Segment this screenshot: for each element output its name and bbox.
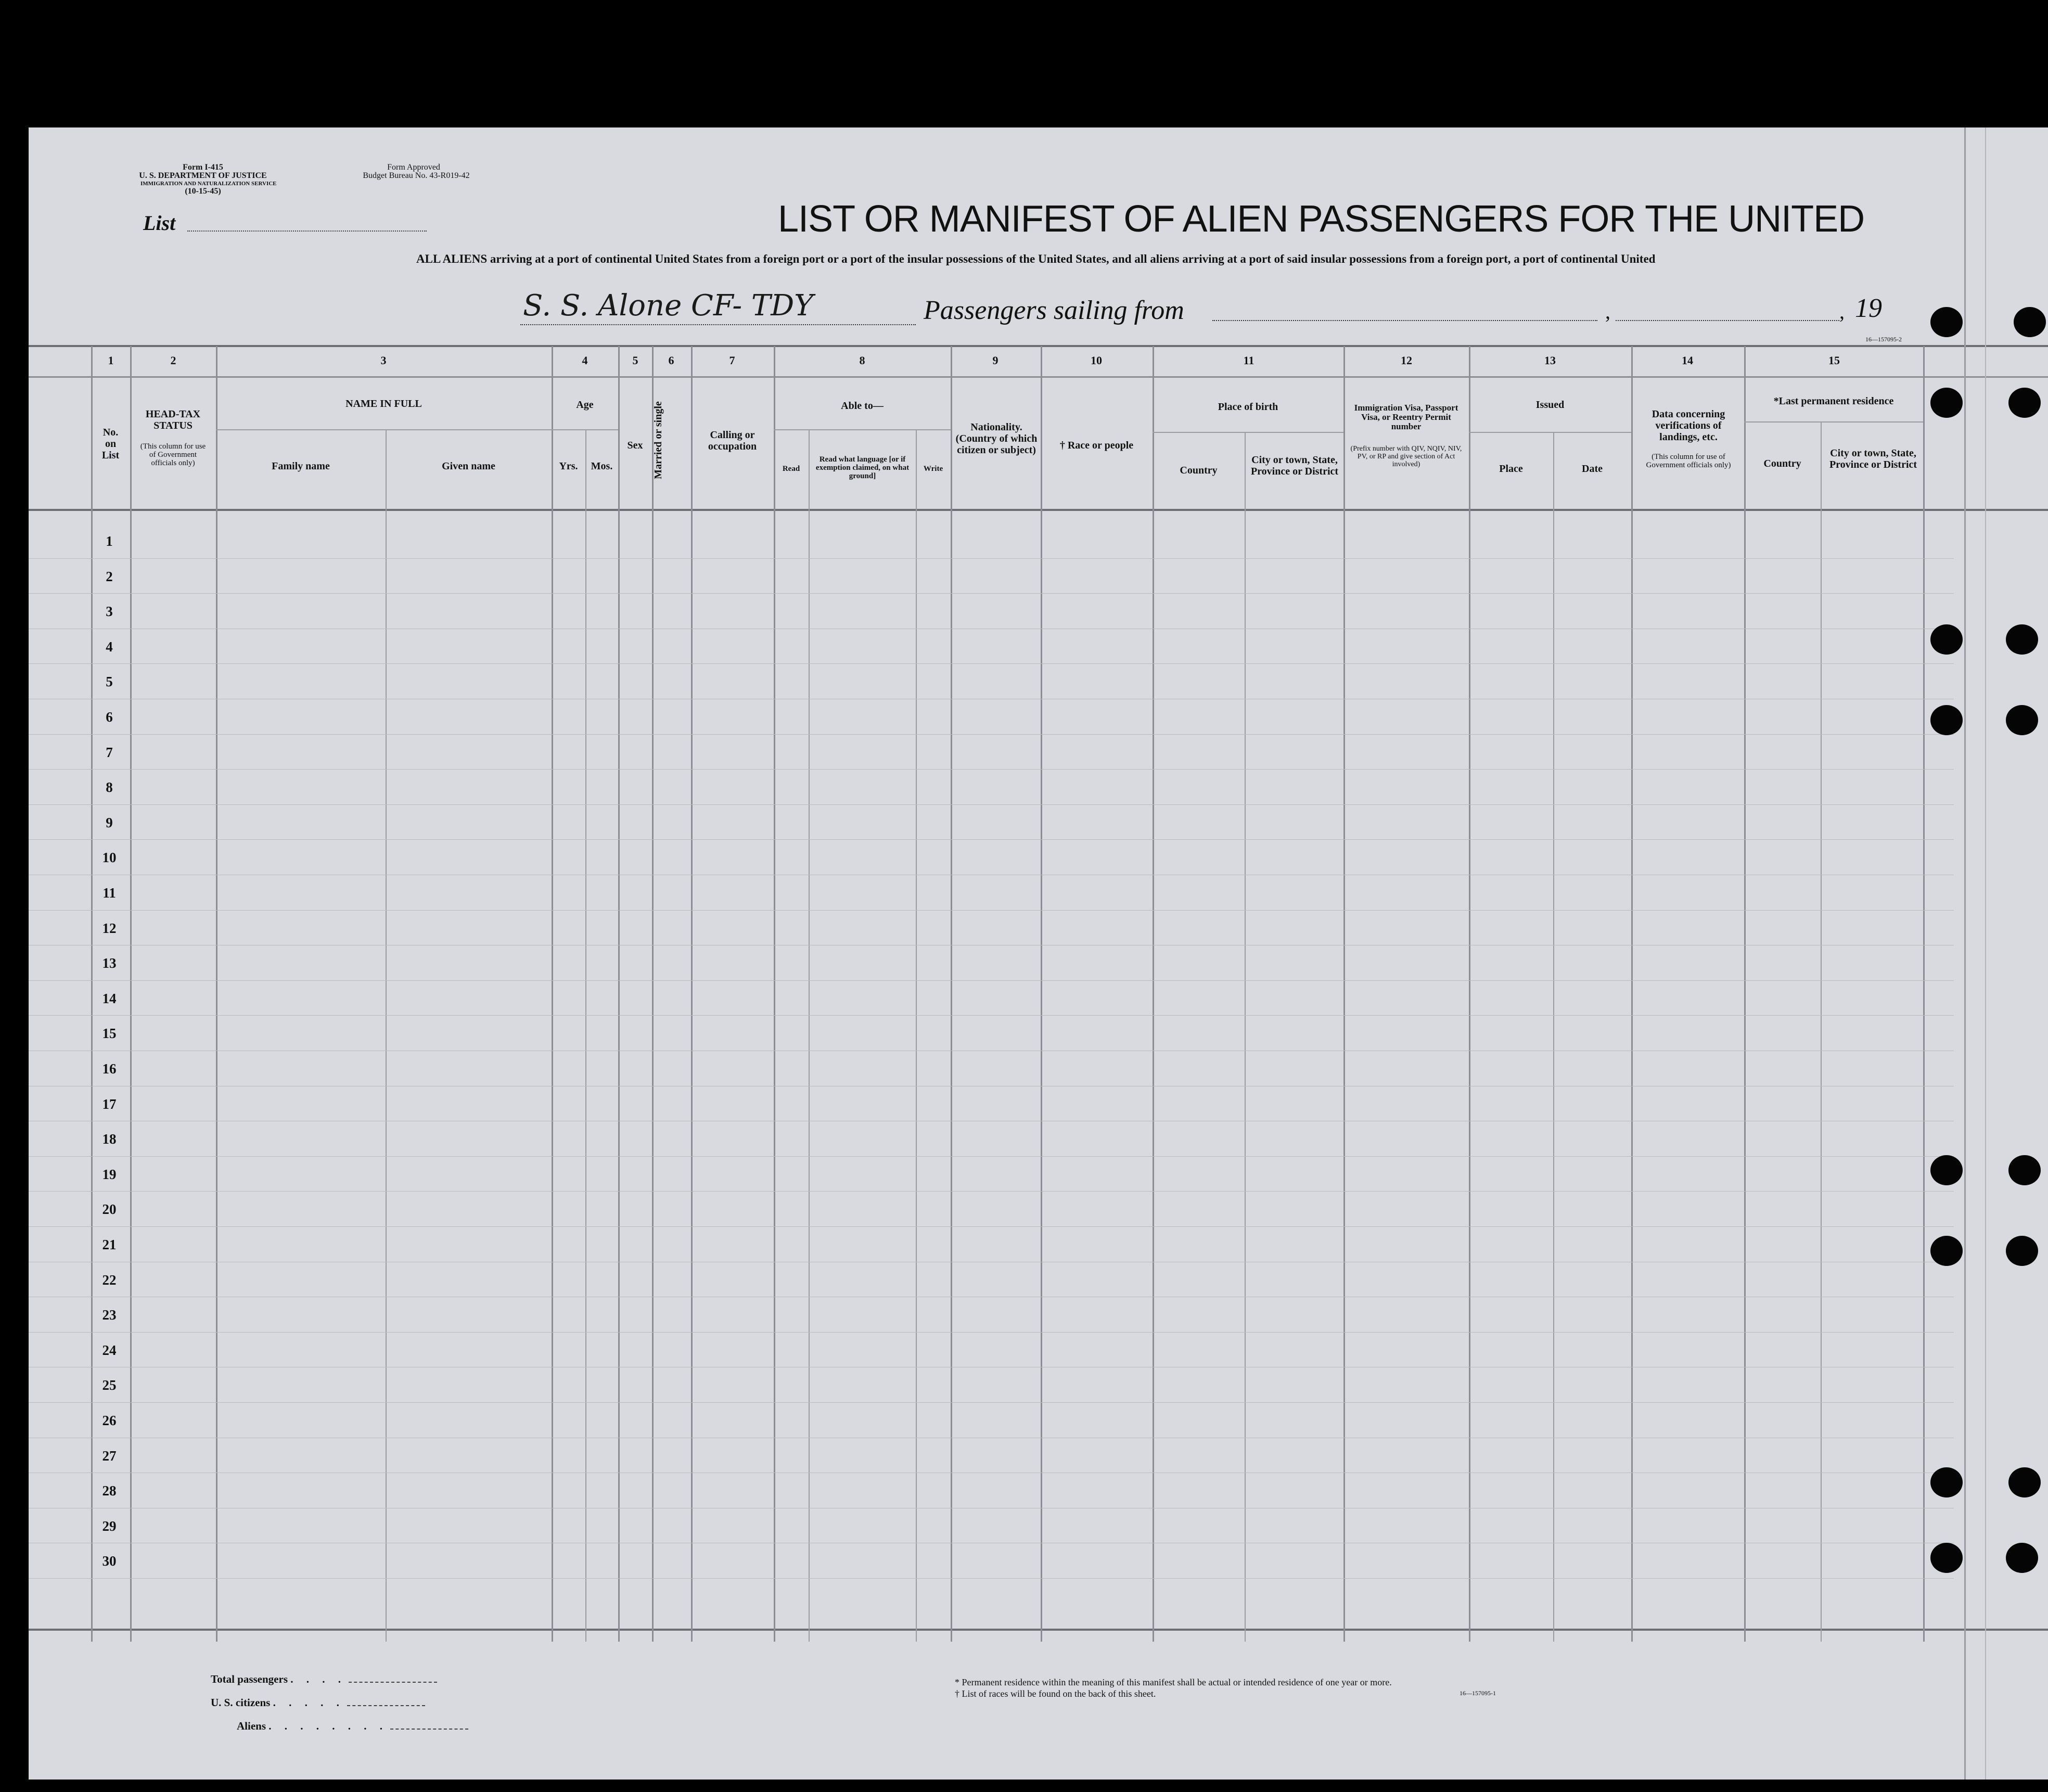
col-num-1: 1 — [108, 354, 114, 367]
row-number: 23 — [102, 1307, 117, 1323]
hdr-family-name: Family name — [272, 460, 330, 472]
row-number: 1 — [106, 533, 113, 549]
col-rule — [585, 429, 586, 1642]
hdr-name-in-full: NAME IN FULL — [345, 398, 422, 409]
hdr-no-on-list — [94, 427, 127, 461]
row-number: 24 — [102, 1342, 117, 1358]
hdr-calling: Calling or occupation — [708, 429, 757, 452]
sailing-date-field[interactable] — [1616, 320, 1839, 321]
row-line — [29, 593, 1954, 594]
budget-bureau: Budget Bureau No. 43-R019-42 — [363, 171, 470, 180]
page-fold-line — [1985, 127, 1986, 1780]
row-line — [29, 769, 1954, 770]
punch-hole — [1930, 1155, 1963, 1185]
footer-total: Total passengers . . . . — [211, 1673, 437, 1686]
service: IMMIGRATION AND NATURALIZATION SERVICE — [140, 181, 277, 187]
form-number: Form I-415 — [183, 163, 223, 172]
row-number: 25 — [102, 1377, 117, 1393]
col-num-8: 8 — [859, 354, 865, 367]
hdr-residence-city: City or town, State, Province or District — [1829, 447, 1917, 470]
hdr-birth-city: City or town, State, Province or District — [1250, 454, 1339, 477]
row-number: 11 — [103, 885, 116, 901]
punch-hole — [1930, 1236, 1963, 1266]
row-line — [29, 980, 1954, 981]
col-rule — [1923, 346, 1925, 1642]
row-number: 2 — [106, 568, 113, 584]
footer-citizens-label: U. S. citizens — [211, 1696, 271, 1709]
sailing-label: Passengers sailing from — [924, 296, 1184, 325]
row-number: 4 — [106, 638, 113, 655]
row-number: 16 — [102, 1061, 117, 1077]
col-num-11: 11 — [1243, 354, 1255, 367]
row-number: 21 — [102, 1237, 117, 1252]
footnote-residence: * Permanent residence within the meaning of this manifest shall be actual or intended residence of one year or more. — [955, 1677, 1392, 1687]
print-code-top: 16—157095-2 — [1865, 336, 1902, 343]
col-rule — [1153, 346, 1154, 1642]
col-rule — [1553, 432, 1554, 1642]
page-fold-line — [1964, 127, 1966, 1780]
total-passengers-field[interactable] — [349, 1682, 437, 1683]
col-num-5: 5 — [632, 354, 638, 367]
col-rule — [1343, 346, 1345, 1642]
col-rule — [1744, 346, 1746, 1642]
hdr-age: Age — [576, 399, 594, 411]
manifest-sheet — [29, 127, 2048, 1780]
row-line — [29, 1015, 1954, 1016]
hdr-read: Read — [782, 465, 800, 473]
col-num-3: 3 — [380, 354, 387, 367]
col-rule — [809, 429, 810, 1642]
hdr-residence-country: Country — [1763, 458, 1801, 469]
row-line — [29, 1332, 1954, 1333]
punch-hole — [1930, 705, 1963, 735]
hdr-last-residence: *Last permanent residence — [1773, 395, 1894, 407]
col-rule — [916, 429, 917, 1642]
footer-aliens-label: Aliens — [237, 1720, 266, 1732]
subhdr-rule — [552, 429, 618, 430]
row-number: 8 — [106, 779, 113, 796]
punch-hole — [2006, 1236, 2038, 1266]
hdr-issued: Issued — [1535, 399, 1565, 411]
punch-hole — [2008, 388, 2041, 418]
subhdr-rule — [216, 429, 552, 430]
page-subtitle: ALL ALIENS arriving at a port of continental United States from a foreign port or a port of the insular possessions of the United States, and all aliens arriving at a port of said insular possessions from a foreign port, a port of continental United — [416, 252, 1656, 265]
footnote-races: † List of races will be found on the back of this sheet. — [955, 1688, 1156, 1699]
row-number: 12 — [102, 920, 117, 936]
hdr-issued-date: Date — [1582, 463, 1603, 475]
row-number: 3 — [106, 604, 113, 620]
footer-citizens: U. S. citizens . . . . . — [211, 1696, 425, 1709]
row-line — [29, 1191, 1954, 1192]
row-line — [29, 910, 1954, 911]
col-num-10: 10 — [1091, 354, 1102, 367]
col-num-7: 7 — [729, 354, 735, 367]
hdr-sex: Sex — [627, 440, 643, 451]
col-num-12: 12 — [1401, 354, 1412, 367]
comma-2: , — [1839, 300, 1845, 323]
us-citizens-field[interactable] — [347, 1705, 425, 1706]
vessel-line — [520, 324, 916, 325]
col-num-15: 15 — [1828, 354, 1840, 367]
row-number: 14 — [102, 990, 117, 1006]
hdr-visa-note: (Prefix number with QIV, NQIV, NIV, PV, or RP and give section of Act involved) — [1350, 445, 1462, 468]
col-rule — [216, 346, 217, 1642]
hdr-list: List — [101, 450, 120, 461]
row-number: 7 — [106, 744, 113, 760]
row-number: 27 — [102, 1448, 117, 1464]
hdr-head-tax: HEAD-TAX STATUS — [145, 408, 201, 431]
col-rule — [691, 346, 693, 1642]
row-number: 28 — [102, 1483, 117, 1499]
row-number: 20 — [102, 1201, 117, 1218]
punch-hole — [2008, 1467, 2041, 1497]
col-num-2: 2 — [170, 354, 176, 367]
row-line — [29, 1578, 1954, 1579]
col-rule — [1469, 346, 1470, 1642]
page-title: LIST OR MANIFEST OF ALIEN PASSENGERS FOR THE UNITED — [778, 198, 1865, 240]
footer-aliens: Aliens . . . . . . . . — [237, 1720, 468, 1733]
hdr-race: † Race or people — [1059, 440, 1134, 451]
year-prefix: 19 — [1855, 293, 1882, 323]
comma-1: , — [1605, 300, 1610, 323]
hdr-on: on — [105, 438, 117, 450]
punch-hole — [2008, 1155, 2041, 1185]
col-rule — [386, 429, 387, 1642]
form-date-code: (10-15-45) — [185, 187, 221, 196]
hdr-verifications: Data concerning verifications of landings, etc. — [1652, 408, 1725, 443]
row-line — [29, 1402, 1954, 1403]
row-number: 19 — [102, 1166, 117, 1182]
punch-hole — [1930, 1543, 1963, 1573]
row-number: 17 — [102, 1096, 117, 1112]
footer-total-label: Total passengers — [211, 1673, 288, 1685]
row-number: 5 — [106, 674, 113, 690]
punch-hole — [1930, 388, 1963, 418]
aliens-field[interactable] — [390, 1729, 468, 1730]
hdr-able-to: Able to— — [841, 400, 884, 412]
hdr-no: No. — [103, 427, 119, 438]
hdr-head-tax-note: (This column for use of Government officials only) — [140, 442, 206, 467]
form-approved: Form Approved — [387, 163, 440, 172]
row-number: 15 — [102, 1026, 117, 1042]
print-code-bottom: 16—157095-1 — [1460, 1689, 1496, 1697]
row-number: 9 — [106, 814, 113, 830]
hdr-birth-country: Country — [1180, 465, 1218, 476]
subhdr-rule — [1153, 432, 1343, 433]
row-line — [29, 1156, 1954, 1157]
row-number: 18 — [102, 1131, 117, 1147]
col-num-9: 9 — [992, 354, 999, 367]
hdr-visa: Immigration Visa, Passport Visa, or Reentry Permit number — [1354, 403, 1458, 431]
row-number: 6 — [106, 709, 113, 725]
row-line — [29, 804, 1954, 805]
punch-hole — [1930, 624, 1963, 655]
punch-hole — [1930, 1467, 1963, 1497]
list-number-line[interactable] — [187, 231, 427, 232]
col-rule — [774, 346, 775, 1642]
punch-hole — [2014, 307, 2046, 337]
subhdr-rule — [1469, 432, 1631, 433]
col-rule — [1245, 432, 1246, 1642]
row-number: 30 — [102, 1553, 117, 1569]
col-rule — [652, 346, 654, 1642]
col-rule — [130, 346, 132, 1642]
punch-hole — [2006, 624, 2038, 655]
subhdr-rule — [1744, 421, 1923, 423]
hdr-age-mos: Mos. — [591, 460, 613, 472]
row-line — [29, 558, 1954, 559]
col-rule — [1631, 346, 1633, 1642]
col-rule — [951, 346, 952, 1642]
row-number: 22 — [102, 1272, 117, 1288]
col-num-4: 4 — [582, 354, 588, 367]
row-line — [29, 663, 1954, 664]
col-rule — [1821, 421, 1822, 1642]
hdr-place-of-birth: Place of birth — [1218, 401, 1278, 413]
row-number: 26 — [102, 1413, 117, 1428]
subhdr-rule — [774, 429, 951, 430]
punch-hole — [2006, 705, 2038, 735]
col-rule — [1041, 346, 1042, 1642]
punch-hole — [1930, 307, 1963, 337]
row-line — [29, 1226, 1954, 1227]
row-number: 13 — [102, 955, 117, 971]
vessel-name-handwritten: S. S. Alone CF- TDY — [523, 289, 814, 323]
row-number: 29 — [102, 1518, 117, 1534]
col-num-13: 13 — [1544, 354, 1556, 367]
list-label: List — [143, 211, 176, 235]
col-rule — [618, 346, 620, 1642]
hdr-verifications-note: (This column for use of Government officials only) — [1646, 453, 1731, 469]
punch-hole — [2006, 1543, 2038, 1573]
col-rule — [552, 346, 553, 1642]
sailing-from-field[interactable] — [1212, 320, 1597, 321]
hdr-married-single: Married or single — [652, 401, 664, 479]
hdr-given-name: Given name — [442, 460, 495, 472]
row-line — [29, 734, 1954, 735]
hdr-read-language: Read what language [or if exemption claimed, on what ground] — [815, 455, 910, 480]
row-line — [29, 839, 1954, 840]
col-num-6: 6 — [668, 354, 674, 367]
hdr-issued-place: Place — [1499, 463, 1523, 475]
hdr-nationality: Nationality. (Country of which citizen or subject) — [955, 421, 1038, 456]
row-number: 10 — [102, 850, 117, 866]
department: U. S. DEPARTMENT OF JUSTICE — [139, 171, 267, 180]
col-num-14: 14 — [1682, 354, 1693, 367]
hdr-write: Write — [923, 465, 943, 473]
hdr-age-yrs: Yrs. — [559, 460, 578, 472]
